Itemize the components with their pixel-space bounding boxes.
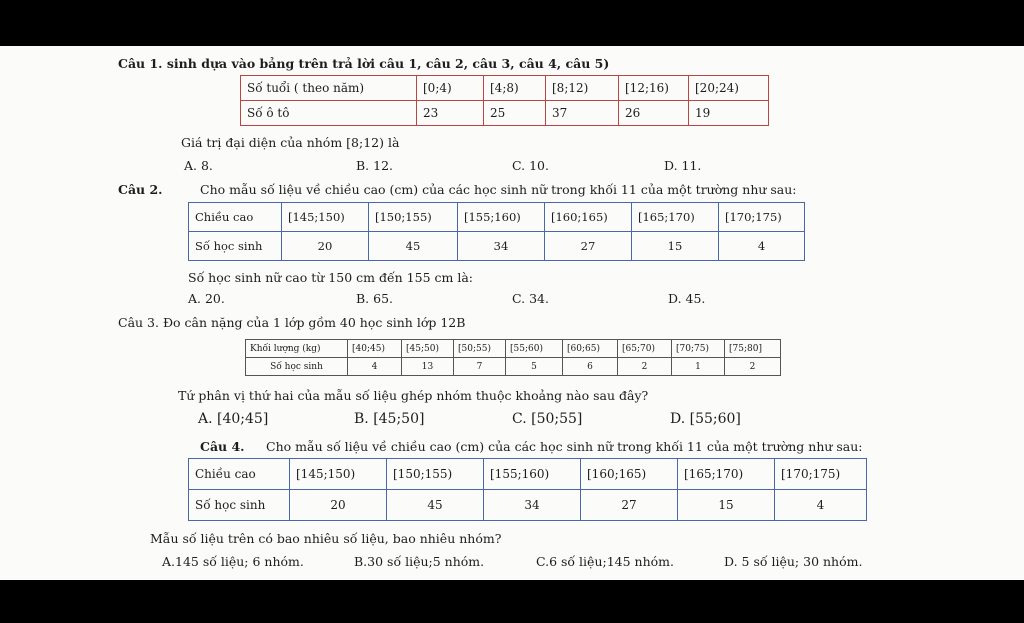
table-cell: [165;170) [632,203,719,232]
table-cell: [170;175) [775,459,867,490]
table-cell: [145;150) [290,459,387,490]
q3-option-d: D. [55;60] [670,411,741,427]
document-page [0,46,1024,580]
table-cell: 6 [563,358,618,376]
table-cell: [12;16) [619,76,689,101]
table-row [189,490,867,521]
q3-question: Tứ phân vị thứ hai của mẫu số liệu ghép nhóm thuộc khoảng nào sau đây? [178,388,649,403]
table-cell: [155;160) [458,203,545,232]
table-cell: [70;75) [672,340,725,358]
q4-label: Câu 4. [200,439,245,454]
table-cell: [150;155) [387,459,484,490]
table-cell: 1 [672,358,725,376]
table-cell: Số tuổi ( theo năm) [241,76,417,101]
table-row [189,232,805,261]
q1-question: Giá trị đại diện của nhóm [8;12) là [181,135,400,150]
table-row [246,358,781,376]
table-cell: [0;4) [417,76,484,101]
table-cell: 4 [775,490,867,521]
q2-table [188,202,805,261]
q4-option-b: B.30 số liệu;5 nhóm. [354,554,485,569]
q1-option-c: C. 10. [512,158,549,173]
table-cell: 34 [484,490,581,521]
table-cell: 45 [369,232,458,261]
table-cell: [55;60) [506,340,563,358]
table-cell: [160;165) [545,203,632,232]
q4-table [188,458,867,521]
table-cell: 7 [454,358,506,376]
table-cell: 26 [619,101,689,126]
table-cell: 15 [632,232,719,261]
table-cell: 5 [506,358,563,376]
q3-option-c: C. [50;55] [512,411,583,427]
q2-option-a: A. 20. [188,291,225,306]
table-cell: 2 [618,358,672,376]
table-cell: 4 [719,232,805,261]
table-cell: [155;160) [484,459,581,490]
table-cell: 37 [546,101,619,126]
table-cell: Khối lượng (kg) [246,340,348,358]
table-cell: [165;170) [678,459,775,490]
table-cell: [145;150) [282,203,369,232]
table-cell: [60;65) [563,340,618,358]
table-row [246,340,781,358]
table-cell: [150;155) [369,203,458,232]
table-row [241,101,769,126]
table-cell: 34 [458,232,545,261]
table-row [241,76,769,101]
q4-option-d: D. 5 số liệu; 30 nhóm. [724,554,863,569]
q4-text: Cho mẫu số liệu về chiều cao (cm) của các học sinh nữ trong khối 11 của một trường như sau: [266,439,863,454]
table-cell: Số học sinh [189,232,282,261]
q2-option-c: C. 34. [512,291,549,306]
table-cell: 20 [282,232,369,261]
q4-question: Mẫu số liệu trên có bao nhiêu số liệu, bao nhiêu nhóm? [150,531,502,546]
q2-label: Câu 2. [118,182,163,197]
table-cell: Số học sinh [246,358,348,376]
table-cell: 2 [725,358,781,376]
q4-option-a: A.145 số liệu; 6 nhóm. [162,554,304,569]
table-cell: [45;50) [402,340,454,358]
table-cell: 23 [417,101,484,126]
q2-question: Số học sinh nữ cao từ 150 cm đến 155 cm là: [188,270,473,285]
table-cell: Số ô tô [241,101,417,126]
q1-option-d: D. 11. [664,158,702,173]
q3-table [245,339,781,376]
table-cell: [40;45) [348,340,402,358]
table-cell: 20 [290,490,387,521]
table-cell: [4;8) [484,76,546,101]
q1-table [240,75,769,126]
table-cell: 13 [402,358,454,376]
table-cell: 45 [387,490,484,521]
table-cell: 27 [581,490,678,521]
table-cell: [65;70) [618,340,672,358]
q3-option-a: A. [40;45] [198,411,269,427]
q2-option-b: B. 65. [356,291,394,306]
table-cell: 4 [348,358,402,376]
table-cell: 15 [678,490,775,521]
q2-text: Cho mẫu số liệu về chiều cao (cm) của các học sinh nữ trong khối 11 của một trường như sau: [200,182,797,197]
table-cell: [20;24) [689,76,769,101]
table-row [189,459,867,490]
table-cell: 25 [484,101,546,126]
table-cell: 27 [545,232,632,261]
table-cell: Chiều cao [189,203,282,232]
table-cell: [8;12) [546,76,619,101]
q3-intro: Câu 3. Đo cân nặng của 1 lớp gồm 40 học sinh lớp 12B [118,315,466,330]
q3-option-b: B. [45;50] [354,411,425,427]
table-cell: Số học sinh [189,490,290,521]
q1-intro: Câu 1. sinh dựa vào bảng trên trả lời câu 1, câu 2, câu 3, câu 4, câu 5) [118,56,610,71]
table-cell: [170;175) [719,203,805,232]
q4-option-c: C.6 số liệu;145 nhóm. [536,554,674,569]
table-cell: [50;55) [454,340,506,358]
table-cell: 19 [689,101,769,126]
table-cell: Chiều cao [189,459,290,490]
q1-option-b: B. 12. [356,158,394,173]
table-row [189,203,805,232]
table-cell: [75;80] [725,340,781,358]
table-cell: [160;165) [581,459,678,490]
q2-option-d: D. 45. [668,291,706,306]
q1-option-a: A. 8. [184,158,213,173]
